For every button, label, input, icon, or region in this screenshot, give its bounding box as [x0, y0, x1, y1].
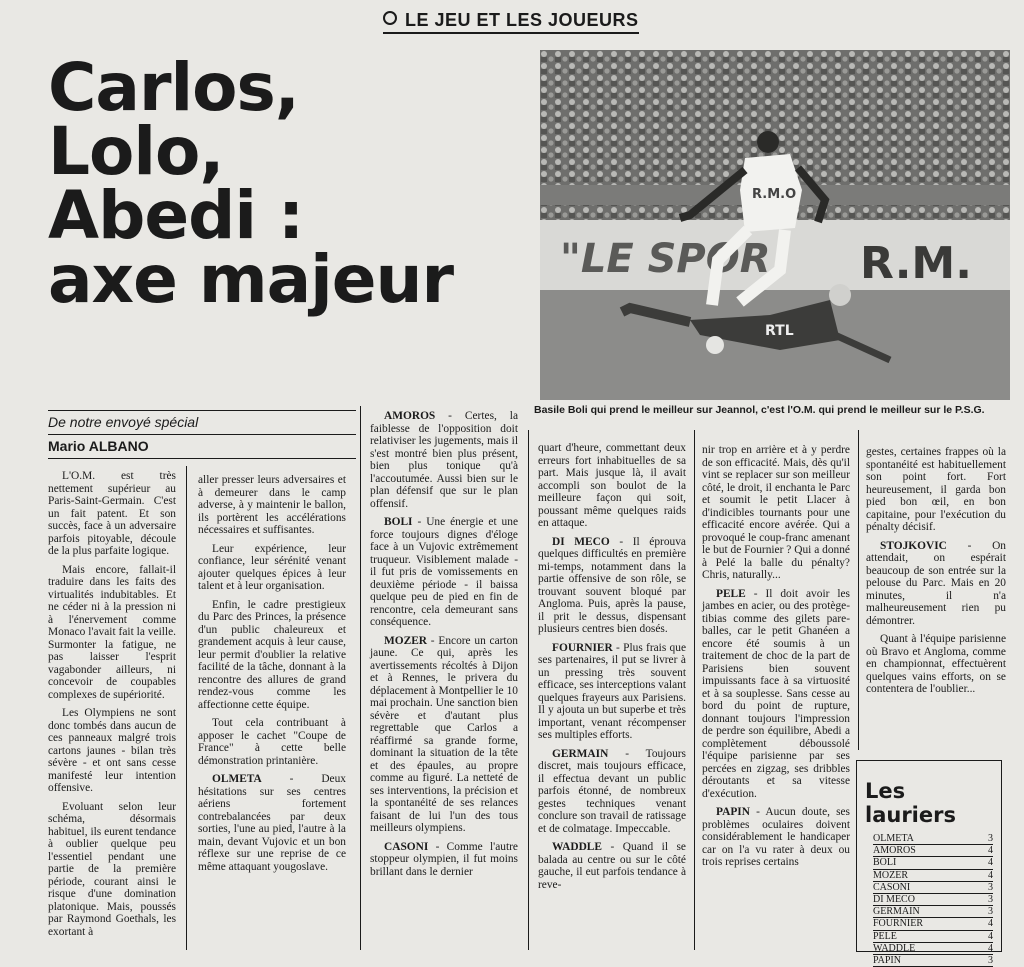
paragraph-text: Evoluant selon leur schéma, désormais habituel, ils eurent tendance à oublier quelque peu l'essentiel pendant une partie de la première période, courant ainsi le risque d'une domination platonique. Mais, poussés par Raymond Goethals, les exortant à: [48, 800, 176, 938]
article-paragraph: DI MECO - Il éprouva quelques difficultés en première mi-temps, notamment dans la partie offensive de son rôle, se trouvant souvent bloqué par Angloma. Puis, après la pause, il prit le dessus, dispensant plusieurs centres bien dosés.: [538, 535, 686, 635]
player-name: PELE: [716, 587, 746, 600]
article-paragraph: [48, 707, 176, 795]
rating-row: [873, 857, 993, 869]
rating-row: [873, 918, 993, 930]
rating-player: OLMETA: [873, 833, 914, 844]
article-column-4: [538, 442, 686, 897]
ring-icon: [383, 11, 397, 25]
article-paragraph: [198, 717, 346, 767]
rating-player: BOLI: [873, 857, 897, 869]
paragraph-text: Deux hésitations sur ses centres aériens fortement contrebalancées par deux sorties, l'une au pied, l'autre à la main, devant Vujovic et un bon réflexe sur une reprise de ce même attaquant yougoslave.: [198, 773, 346, 873]
paragraph-text: Enfin, le cadre prestigieux du Parc des Princes, la présence d'un public chaleureux et grandement acquis à leur cause, leur permit d'oublier la relative facilité de la tâche, donnant à la rencontre des allures de grand rendez-vous comme les affectionne cette équipe.: [198, 598, 346, 711]
rating-score: 3: [988, 894, 993, 906]
article-paragraph: [866, 446, 1006, 534]
rating-player: DI MECO: [873, 894, 915, 906]
paragraph-text: Encore un carton jaune. Ce qui, après les avertissements récoltés à Dijon et à Rennes, le privera du déplacement à Montpellier le 10 mai prochain. Une sanction bien sévère et d'autant plus regrettable que Carlos a réaffirmé sa grande forme, dominant la situation de la tête et des épaules, au propre comme au figuré. La netteté de ses interventions, la précision et la spontanéité de ses relances faisant de lui l'un des tous meilleurs olympiens.: [370, 634, 518, 834]
article-paragraph: GERMAIN - Toujours discret, mais toujours efficace, il effectua devant un public parfois étonné, de nombreux gestes techniques venant conclure son travail de ratissage et de colmatage. Impeccable.: [538, 747, 686, 835]
paragraph-text: Tout cela contribuant à apposer le cachet "Coupe de France" à cette belle démonstration printanière.: [198, 717, 346, 767]
column-rule: [528, 430, 529, 950]
player-name: AMOROS: [384, 410, 436, 422]
headline: [48, 49, 528, 318]
paragraph-text: aller presser leurs adversaires et à demeurer dans le camp adverse, à y maintenir le ballon, ils portèrent les accélérations nécessaires et suffisantes.: [198, 474, 346, 536]
paragraph-text: Aucun doute, ses problèmes oculaires doivent considérablement le handicaper car on l'a vu rater à deux ou trois reprises certains: [702, 806, 850, 868]
rating-score: 4: [988, 869, 993, 881]
column-rule: [186, 466, 187, 950]
ratings-list: [857, 833, 1001, 967]
article-column-5: [702, 444, 850, 875]
paragraph-text: Quand il se balada au centre ou sur le côté gauche, il eut parfois tendance à reve-: [538, 841, 686, 891]
rating-row: [873, 906, 993, 918]
player-name: DI MECO: [552, 535, 610, 548]
byline-envoy: De notre envoyé spécial: [48, 411, 356, 435]
rating-player: FOURNIER: [873, 918, 924, 930]
match-photo-illustration: [540, 50, 1010, 400]
column-rule: [858, 430, 859, 750]
rating-score: 4: [988, 930, 993, 942]
article-paragraph: PELE - Il doit avoir les jambes en acier, ou des protège-tibias comme des gilets pare-balles, car le petit Ghanéen a encore été soumis à un traitement de choc de la part de Parisiens bien souvent impuissants face à sa virtuosité et à sa souplesse. Sans cesse au bord du point de rupture, donnant toujours l'impression de perdre son équilibre, Abedi a complètement déboussolé l'équipe parisienne par ses percées en zigzag, ses dribbles déroutants et sa vitesse d'exécution.: [702, 587, 850, 800]
headline-line: axe majeur: [48, 241, 454, 318]
player-name: FOURNIER: [552, 641, 613, 654]
player-name: CASONI: [384, 840, 429, 853]
photo-caption: Basile Boli qui prend le meilleur sur Jeannol, c'est l'O.M. qui prend le meilleur sur le P.S.G.: [534, 404, 985, 416]
player-name: MOZER: [384, 634, 428, 647]
article-paragraph: CASONI - Comme l'autre stoppeur olympien, il fut moins brillant dans le dernier: [370, 840, 518, 878]
article-paragraph: [538, 442, 686, 530]
paragraph-text: Mais encore, fallait-il traduire dans les faits des virtualités indubitables. Et ne céder ni à la pression ni à l'énervement comme Monaco l'avait fait la veille. Surmonter la fatigue, ne pas laisser l'esprit vagabonder ailleurs, ni concevoir de coupables complexes de supériorité.: [48, 563, 176, 701]
paragraph-text: Une énergie et une force toujours dignes d'éloge face à un Vujovic extrêmement truqueur. Visiblement malade - il fut pris de vomissements en deuxième période - il baissa quelque peu de pied en fin de rencontre, cela demeurant sans conséquence.: [370, 516, 518, 628]
paragraph-text: Certes, la faiblesse de l'opposition doit relativiser les jugements, mais il s'est montré bien plus présent, bien plus tonique qu'à l'accoutumée. Aussi bien sur le plan défensif que sur le plan offensif.: [370, 410, 518, 510]
rating-row: [873, 882, 993, 894]
section-header: [383, 10, 639, 34]
match-photo: [540, 50, 1010, 400]
rating-score: 4: [988, 857, 993, 869]
paragraph-text: Il éprouva quelques difficultés en première mi-temps, notamment dans la partie offensive de son rôle, se trouvant souvent bloqué par Angloma. Puis, après la pause, il prit le dessus, dispensant plusieurs centres bien dosés.: [538, 535, 686, 635]
player-name: STOJKOVIC: [880, 539, 947, 552]
byline-author: Mario ALBANO: [48, 438, 149, 454]
rating-player: MOZER: [873, 869, 908, 881]
rating-row: [873, 833, 993, 845]
ad-banner-left: "LE SPOR: [560, 236, 771, 282]
shirt-text: R.M.O: [752, 187, 797, 202]
paragraph-text: gestes, certaines frappes où la spontanéité est habituellement son point fort. Fort heureusement, il garda bon pied bon œil, en bon capitaine, pour l'exécution du pénalty décisif.: [866, 446, 1006, 533]
player-name: BOLI: [384, 516, 413, 528]
paragraph-text: Il doit avoir les jambes en acier, ou des protège-tibias comme des gilets pare-balles, car le petit Ghanéen a encore été soumis à un traitement de choc de la part de Parisiens bien souvent impuissants face à sa virtuosité et à sa souplesse. Sans cesse au bord du point de rupture, donnant toujours l'impression de perdre son équilibre, Abedi a complètement déboussolé l'équipe parisienne par ses percées en zigzag, ses dribbles déroutants et sa vitesse d'exécution.: [702, 587, 850, 800]
ratings-title: Les lauriers: [865, 779, 956, 827]
paragraph-text: Quant à l'équipe parisienne où Bravo et Angloma, comme en championnat, effectuèrent quelques vains efforts, on se contentera de l'oublier...: [866, 633, 1006, 695]
article-paragraph: [48, 564, 176, 702]
rating-player: PELE: [873, 930, 897, 942]
article-paragraph: [198, 474, 346, 537]
article-paragraph: MOZER - Encore un carton jaune. Ce qui, après les avertissements récoltés à Dijon et à Rennes, le privera du déplacement à Montpellier le 10 mai prochain. Une sanction bien sévère et d'autant plus regrettable que Carlos a réaffirmé sa grande forme, dominant la situation de la tête et des épaules, au propre comme au figuré. La netteté de ses interventions, la précision et la spontanéité de ses relances faisant de lui l'un des tous meilleurs olympiens.: [370, 634, 518, 834]
headline-line: Carlos,: [48, 49, 299, 126]
paragraph-text: L'O.M. est très nettement supérieur au Paris-Saint-Germain. C'est un fait patent. Et son succès, face à un adversaire parfois pitoyable, découle de la plus parfaite logique.: [48, 470, 176, 557]
paragraph-text: On attendait, on espérait beaucoup de son entrée sur la pelouse du Parc. Mais en 20 minutes, il n'a malheureusement rien pu démontrer.: [866, 539, 1006, 627]
column-rule: [694, 430, 695, 950]
byline: [48, 410, 356, 459]
opponent-shirt-text: RTL: [765, 323, 794, 339]
headline-line: Lolo,: [48, 113, 224, 190]
paragraph-text: Leur expérience, leur confiance, leur sérénité venant ajouter quelques épices à leur talent et à leur organisation.: [198, 542, 346, 592]
player-name: PAPIN: [716, 806, 750, 818]
player-name: OLMETA: [212, 773, 262, 785]
article-column-3: [370, 410, 518, 884]
rating-player: PAPIN: [873, 955, 901, 967]
rating-score: 3: [988, 955, 993, 967]
rating-score: 3: [988, 906, 993, 918]
paragraph-text: quart d'heure, commettant deux erreurs fort inhabituelles de sa part. Mais jusque là, il avait accompli son boulot de la meilleure façon qui soit, poussant même quelques raids en attaque.: [538, 442, 686, 529]
paragraph-text: Plus frais que ses partenaires, il put se livrer à un pressing très souvent efficace, ses interceptions valant quelques frayeurs aux Parisiens. Il y ajouta un but superbe et très important, venant récompenser ses multiples efforts.: [538, 641, 686, 741]
article-paragraph: [48, 801, 176, 939]
article-paragraph: [198, 543, 346, 593]
section-title: LE JEU ET LES JOUEURS: [405, 10, 639, 30]
article-paragraph: STOJKOVIC - On attendait, on espérait beaucoup de son entrée sur la pelouse du Parc. Mais en 20 minutes, il n'a malheureusement rien pu démontrer.: [866, 539, 1006, 627]
article-paragraph: PAPIN - Aucun doute, ses problèmes oculaires doivent considérablement le handicaper car on l'a vu rater à deux ou trois reprises certains: [702, 806, 850, 868]
article-column-1: [48, 470, 176, 944]
column-rule: [360, 406, 361, 950]
ad-banner-right: R.M.: [860, 238, 972, 289]
rating-score: 3: [988, 833, 993, 844]
article-column-6: [866, 446, 1006, 702]
player-name: WADDLE: [552, 841, 602, 853]
article-paragraph: [198, 599, 346, 712]
headline-line: Abedi :: [48, 177, 304, 254]
ratings-box: [856, 760, 1002, 967]
article-paragraph: WADDLE - Quand il se balada au centre ou sur le côté gauche, il eut parfois tendance à reve-: [538, 841, 686, 891]
player-name: GERMAIN: [552, 747, 609, 760]
rating-score: 4: [988, 845, 993, 857]
rating-score: 4: [988, 942, 993, 954]
paragraph-text: nir trop en arrière et à y perdre de son efficacité. Mais, dès qu'il vint se replacer sur son meilleur côté, le droit, il enchanta le Parc et soumit le petit Llacer à d'indicibles tournants pour une efficacité encore avérée. Qui a provoqué le coup-franc amenant le but de Fournier ? Qui a donné à Pelé la balle du pénalty? Chris, naturally...: [702, 444, 850, 581]
rating-player: CASONI: [873, 881, 911, 893]
rating-row: [873, 894, 993, 906]
paragraph-text: Les Olympiens ne sont donc tombés dans aucun de ces panneaux malgré trois cartons jaunes - bilan très sévère - et ont sans cesse manifesté leur intention offensive.: [48, 707, 176, 794]
rating-player: GERMAIN: [873, 906, 920, 918]
article-paragraph: AMOROS - Certes, la faiblesse de l'opposition doit relativiser les jugements, mais il s'est montré bien plus présent, bien plus tonique qu'à l'accoutumée. Aussi bien sur le plan défensif que sur le plan offensif.: [370, 410, 518, 510]
article-paragraph: [48, 470, 176, 558]
article-paragraph: FOURNIER - Plus frais que ses partenaires, il put se livrer à un pressing très souvent efficace, ses interceptions valant quelques frayeurs aux Parisiens. Il y ajouta un but superbe et très important, venant récompenser ses multiples efforts.: [538, 641, 686, 741]
rating-row: [873, 955, 993, 967]
rating-score: 3: [988, 881, 993, 893]
rating-score: 4: [988, 918, 993, 930]
paragraph-text: Comme l'autre stoppeur olympien, il fut moins brillant dans le dernier: [370, 840, 518, 878]
rating-row: [873, 845, 993, 857]
rating-row: [873, 931, 993, 943]
article-column-2: [198, 474, 346, 879]
rating-row: [873, 870, 993, 882]
rating-player: AMOROS: [873, 845, 916, 857]
article-paragraph: [702, 444, 850, 582]
paragraph-text: Toujours discret, mais toujours efficace, il effectua devant un public parfois étonné, de nombreux gestes techniques venant conclure son travail de ratissage et de colmatage. Impeccable.: [538, 747, 686, 835]
rating-row: [873, 943, 993, 955]
article-paragraph: [866, 633, 1006, 696]
article-paragraph: OLMETA - Deux hésitations sur ses centres aériens fortement contrebalancées par deux sorties, l'une au pied, l'autre à la main, devant Vujovic et un bon réflexe sur une reprise de ce même attaquant yougoslave.: [198, 773, 346, 873]
article-paragraph: BOLI - Une énergie et une force toujours dignes d'éloge face à un Vujovic extrêmement truqueur. Visiblement malade - il fut pris de vomissements en deuxième période - il baissa quelque peu de pied en fin de rencontre, cela demeurant sans conséquence.: [370, 516, 518, 628]
rating-player: WADDLE: [873, 942, 916, 954]
